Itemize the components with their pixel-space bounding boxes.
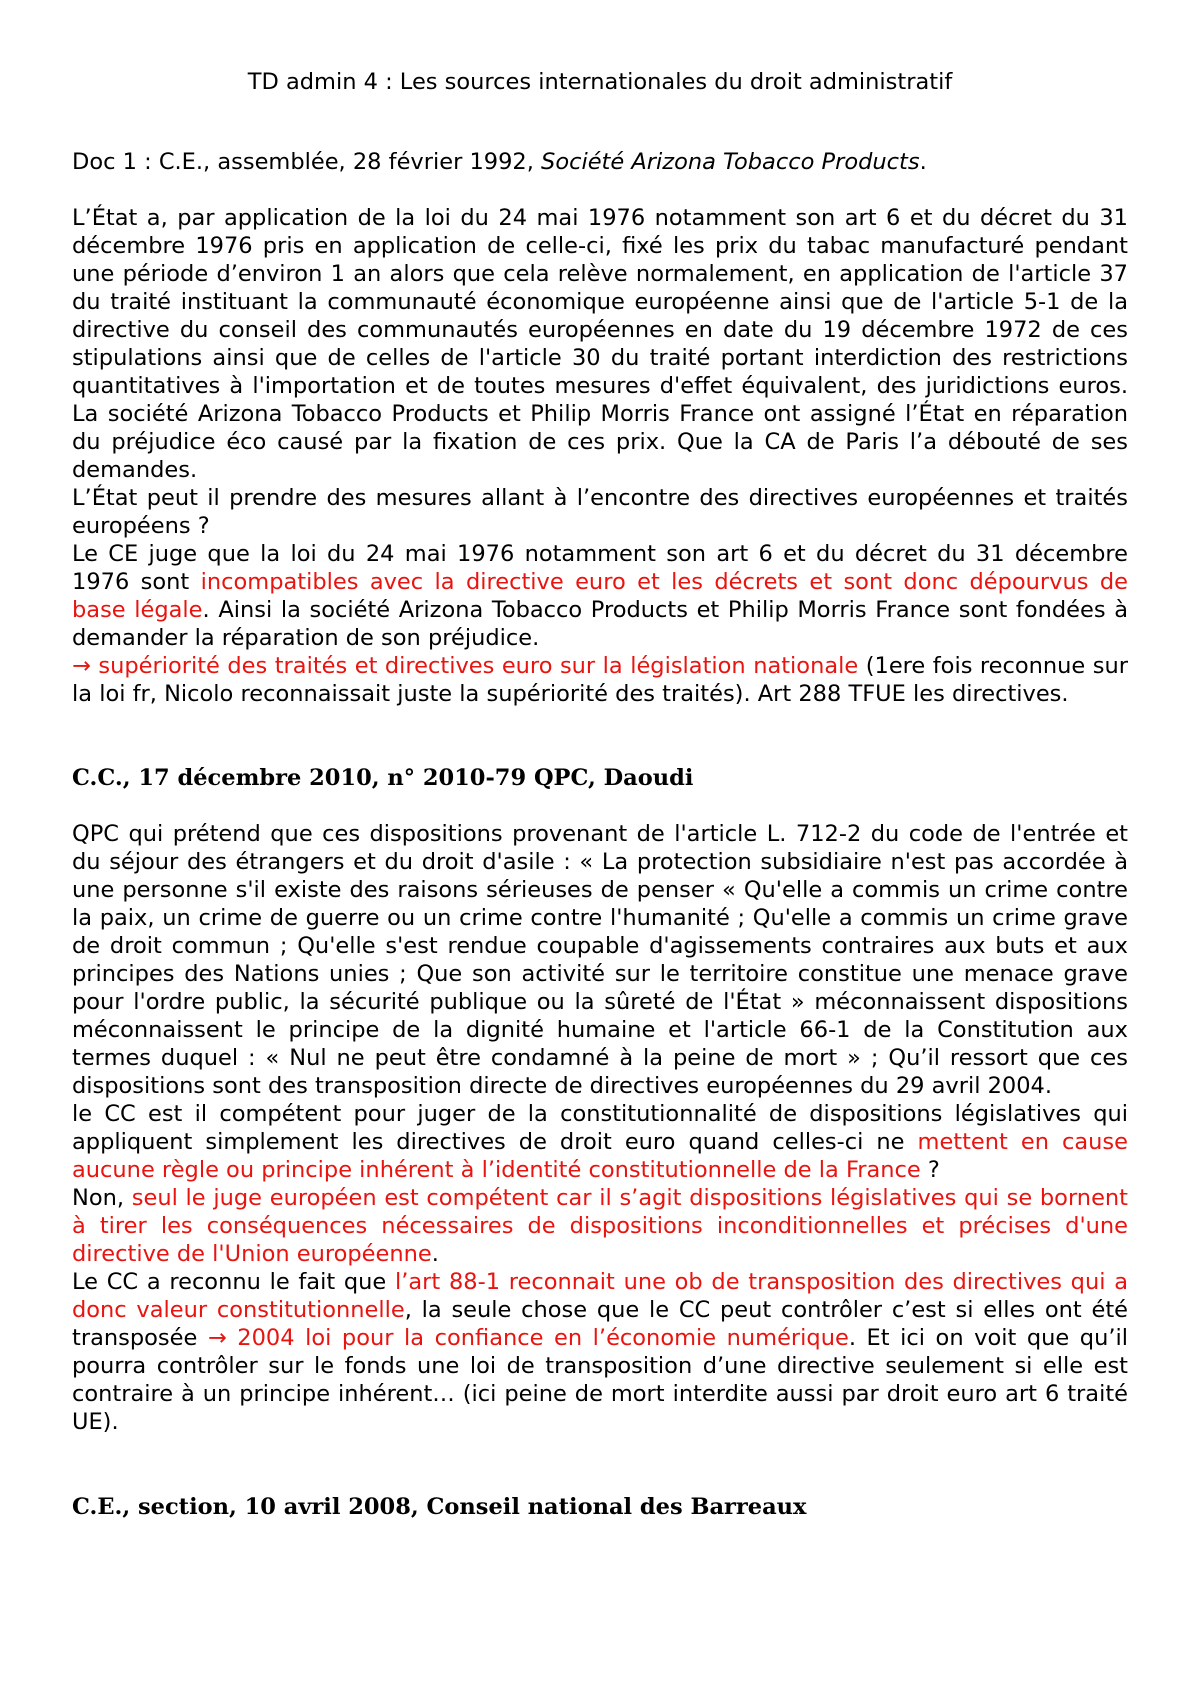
spacer [72, 792, 1128, 820]
arrow-right-icon: → [72, 653, 91, 679]
case2-scope-start: Le CC a reconnu le fait que [72, 1269, 395, 1295]
doc1-conclusion [72, 652, 1128, 708]
page-title: TD admin 4 : Les sources internationales du droit administratif [247, 69, 953, 95]
case2-scope-end: . Et ici on voit que qu’il pourra contrôler sur le fonds une loi de transposition d’une directive seulement si elle est contraire à un principe inhérent… (ici peine de mort interdite aussi par droit euro art 6 traité UE). [72, 1325, 1128, 1435]
spacer [72, 1436, 1128, 1493]
doc1-answer-end: . Ainsi la société Arizona Tobacco Products et Philip Morris France sont fondées à demander la réparation de son préjudice. [72, 597, 1128, 651]
doc1-answer-highlight: incompatibles avec la directive euro et les décrets et sont donc dépourvus de base légale [72, 569, 1128, 623]
case2-question-start: le CC est il compétent pour juger de la constitutionnalité de dispositions législatives qui appliquent simplement les directives de droit euro quand celles-ci ne [72, 1101, 1128, 1155]
arrow-right-icon: → [207, 1325, 227, 1351]
case2-answer-highlight: seul le juge européen est compétent car il s’agit dispositions législatives qui se bornent à tirer les conséquences nécessaires de dispositions inconditionnelles et précises d'une directive de l'Union européenne [72, 1185, 1128, 1267]
case2-facts: QPC qui prétend que ces dispositions provenant de l'article L. 712-2 du code de l'entrée et du séjour des étrangers et du droit d'asile : « La protection subsidiaire n'est pas accordée à une personne s'il existe des raisons sérieuses de penser « Qu'elle a commis un crime contre la paix, un crime de guerre ou un crime contre l'humanité ; Qu'elle a commis un crime grave de droit commun ; Qu'elle s'est rendue coupable d'agissements contraires aux buts et aux principes des Nations unies ; Que son activité sur le territoire constitue une menace grave pour l'ordre public, la sécurité publique ou la sûreté de l'État » méconnaissent dispositions méconnaissent le principe de la dignité humaine et l'article 66-1 de la Constitution aux termes duquel : « Nul ne peut être condamné à la peine de mort » ; Qu’il ressort que ces dispositions sont des transposition directe de directives européennes du 29 avril 2004. [72, 821, 1128, 1099]
case2-scope-highlight-1: l’art 88-1 reconnait une ob de transposition des directives qui a donc valeur constitutionnelle [72, 1269, 1128, 1323]
spacer [72, 708, 1128, 764]
case2-scope-middle: , la seule chose que le CC peut contrôler c’est si elles ont été transposée [72, 1297, 1128, 1351]
doc1-heading-suffix: . [919, 149, 927, 175]
doc1-heading-prefix: Doc 1 : C.E., assemblée, 28 février 1992, [72, 149, 542, 175]
doc1-answer-start: Le CE juge que la loi du 24 mai 1976 notamment son art 6 et du décret du 31 décembre 1976 sont [72, 541, 1128, 595]
case2-heading: C.C., 17 décembre 2010, n° 2010-79 QPC, Daoudi [72, 765, 694, 791]
doc1-facts: L’État a, par application de la loi du 24 mai 1976 notamment son art 6 et du décret du 31 décembre 1976 pris en application de celle-ci, fixé les prix du tabac manufacturé pendant une période d’environ 1 an alors que cela relève normalement, en application de l'article 37 du traité instituant la communauté économique européenne ainsi que de l'article 5-1 de la directive du conseil des communautés européennes en date du 19 décembre 1972 de ces stipulations ainsi que de celles de l'article 30 du traité portant interdiction des restrictions quantitatives à l'importation et de toutes mesures d'effet équivalent, des juridictions euros. La société Arizona Tobacco Products et Philip Morris France ont assigné l’État en réparation du préjudice éco causé par la fixation de ces prix. Que la CA de Paris l’a débouté de ses demandes. [72, 205, 1128, 483]
doc1-heading [72, 148, 1128, 176]
doc1-answer [72, 540, 1128, 652]
case2-scope-highlight-2: 2004 loi pour la confiance en l’économie numérique [226, 1325, 849, 1351]
case2-answer-end: . [431, 1241, 439, 1267]
case2-question-highlight: mettent en cause aucune règle ou principe inhérent à l’identité constitutionnelle de la France [72, 1129, 1128, 1183]
case2-answer [72, 1184, 1128, 1268]
case2-question [72, 1100, 1128, 1184]
doc1-heading-case-name: Société Arizona Tobacco Products [541, 149, 920, 175]
case3-heading: C.E., section, 10 avril 2008, Conseil national des Barreaux [72, 1494, 807, 1520]
case2-scope [72, 1268, 1128, 1436]
case2-question-end: ? [920, 1157, 940, 1183]
doc1-conclusion-highlight: supériorité des traités et directives euro sur la législation nationale [90, 653, 859, 679]
doc1-question: L’État peut il prendre des mesures allant à l’encontre des directives européennes et traités européens ? [72, 485, 1128, 539]
case2-answer-start: Non, [72, 1185, 132, 1211]
doc1-conclusion-rest: (1ere fois reconnue sur la loi fr, Nicolo reconnaissait juste la supériorité des traités). Art 288 TFUE les directives. [72, 653, 1128, 707]
